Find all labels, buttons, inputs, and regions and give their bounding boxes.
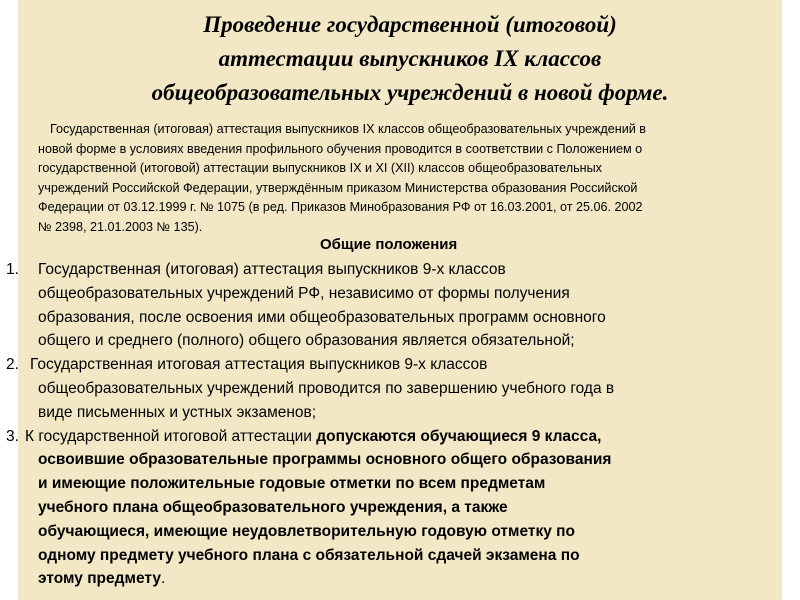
intro-paragraph [38,120,790,238]
item-line: виде письменных и устных экзаменов; [38,403,317,421]
item-number: 3. [6,427,19,445]
intro-line: новой форме в условиях введения профильного обучения проводится в соответствии с Положением о [38,141,643,156]
list-item [0,258,800,353]
section-heading: Общие положения [320,236,458,253]
item-number: 1. [6,261,19,278]
title-line: аттестации выпускников IX классов [218,46,602,71]
intro-line: Федерации от 03.12.1999 г. № 1075 (в ред. Приказов Минобразования РФ от 16.03.2001, от 25.06. 2002 [38,200,643,215]
intro-line: Государственная (итоговая) аттестация выпускников IX классов общеобразовательных учреждений в [50,122,646,136]
item-text: . [160,570,166,588]
item-text-bold: этому предмету [38,570,161,588]
list-item [0,353,800,424]
item-text: К государственной итоговой аттестации [25,427,317,445]
item-line: общеобразовательных учреждений РФ, независимо от формы получения [38,284,570,302]
intro-line: государственной (итоговой) аттестации выпускников IX и XI (XII) классов общеобразовательных [38,161,602,176]
item-line: одному предмету учебного плана с обязательной сдачей экзамена по [38,546,580,564]
title-line: Проведение государственной (итоговой) [203,12,617,37]
item-line: учебного плана общеобразовательного учреждения, а также [38,498,508,516]
item-number: 2. [6,356,19,374]
item-line: и имеющие положительные годовые отметки по всем предметам [38,475,546,493]
item-line: Государственная итоговая аттестация выпускников 9-х классов [30,356,488,374]
item-line: общеобразовательных учреждений проводится по завершению учебного года в [38,379,615,397]
slide-title [60,8,760,110]
provisions-list [0,258,800,591]
intro-line: № 2398, 21.01.2003 № 135). [38,219,203,234]
item-line [0,567,800,591]
item-line: образования, после освоения ими общеобразовательных программ основного [38,308,606,326]
item-line [0,425,800,449]
item-text-bold: допускаются обучающиеся 9 класса, [316,427,602,445]
title-line: общеобразовательных учреждений в новой форме. [151,80,669,105]
item-line: обучающиеся, имеющие неудовлетворительную годовую отметку по [38,522,575,540]
item-line: Государственная (итоговая) аттестация выпускников 9-х классов [38,261,506,278]
item-line: общего и среднего (полного) общего образования является обязательной; [38,332,575,350]
list-item [0,425,800,592]
item-line: освоившие образовательные программы основного общего образования [38,451,612,469]
intro-line: учреждений Российской Федерации, утверждённым приказом Министерства образования Российской [38,180,638,195]
